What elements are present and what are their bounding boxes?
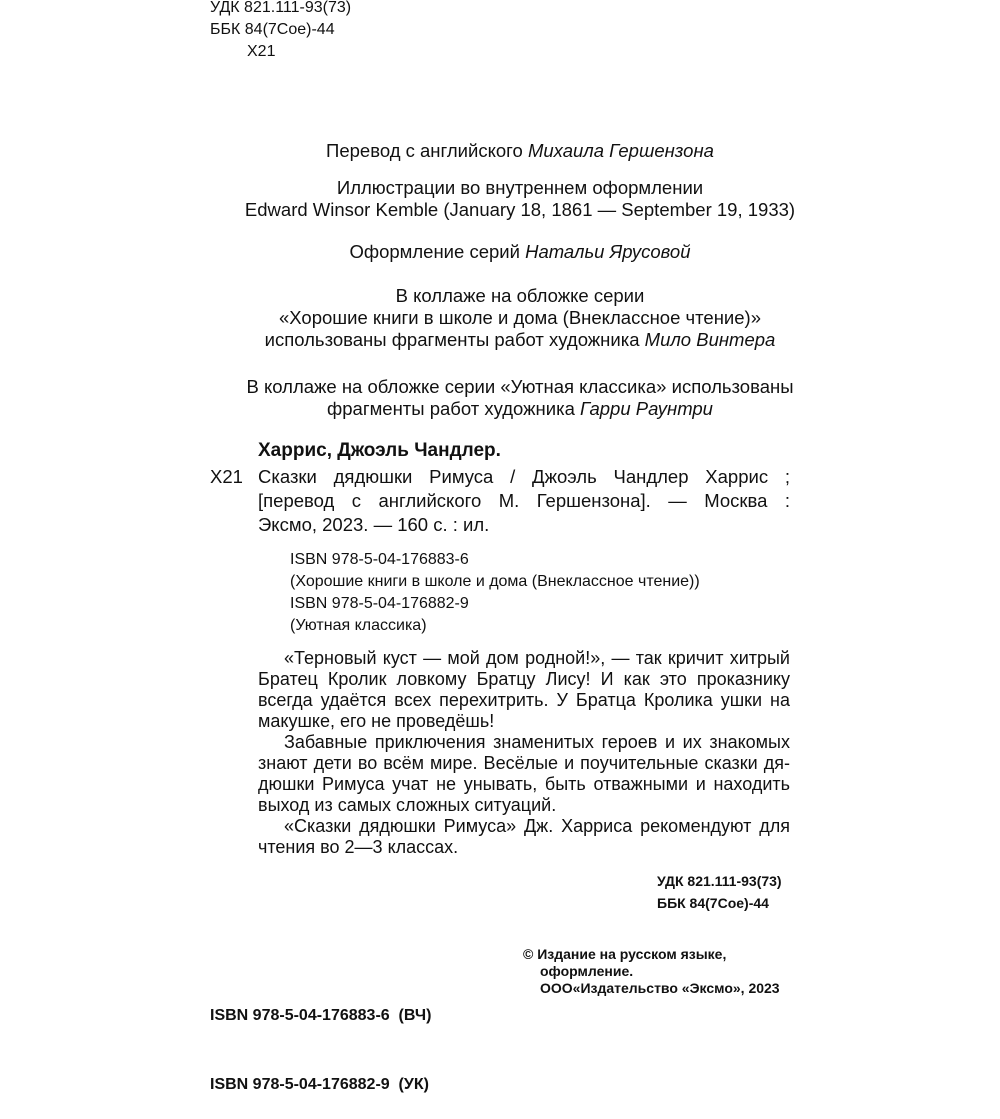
annotation-p3-line2: чтения во 2—3 классах. xyxy=(258,837,459,857)
annotation-p1-line1: «Терновый куст — мой дом родной!», — так кричит хитрый xyxy=(284,648,790,668)
illustrations-line1: Иллюстрации во внутреннем оформлении xyxy=(336,177,704,198)
catalog-isbn-block xyxy=(290,549,700,637)
collage2-credit xyxy=(200,376,840,420)
top-bbk: ББК 84(7Сое)-44 xyxy=(210,21,335,38)
translation-credit xyxy=(200,140,840,162)
copyright-line3: ООО«Издательство «Эксмо», 2023 xyxy=(540,980,780,996)
bottom-udk: УДК 821.111-93(73) xyxy=(657,873,782,889)
catalog-heading: Харрис, Джоэль Чандлер. xyxy=(258,440,501,461)
top-udk: УДК 821.111-93(73) xyxy=(210,0,352,16)
collage2-artist-name: Гарри Раунтри xyxy=(580,398,713,419)
collage1-line3-prefix: использованы фрагменты работ художника xyxy=(264,329,640,350)
collage1-line3 xyxy=(200,329,840,351)
top-author-mark: Х21 xyxy=(247,43,276,60)
collage2-line2 xyxy=(200,398,840,420)
series-design-prefix: Оформление серий xyxy=(349,241,520,262)
isbn-line2: ISBN 978-5-04-176882-9 (УК) xyxy=(210,1076,429,1093)
isbn-line1: ISBN 978-5-04-176883-6 (ВЧ) xyxy=(210,1007,432,1024)
catalog-series2: (Уютная классика) xyxy=(290,617,427,634)
catalog-isbn1: ISBN 978-5-04-176883-6 xyxy=(290,551,469,568)
annotation-p2-line3: дюшки Римуса учат не унывать, быть отважными и находить xyxy=(258,774,790,794)
annotation-p3-line1: «Сказки дядюшки Римуса» Дж. Харриса рекомендуют для xyxy=(284,816,790,836)
bottom-codes xyxy=(600,870,790,914)
catalog-series1: (Хорошие книги в школе и дома (Внеклассное чтение)) xyxy=(290,573,700,590)
illustrations-credit xyxy=(200,177,840,221)
annotation-p1-line4: макушке, его не проведёшь! xyxy=(258,711,495,731)
series-designer-name: Натальи Ярусовой xyxy=(525,241,691,262)
catalog-isbn2: ISBN 978-5-04-176882-9 xyxy=(290,595,469,612)
catalog-line2: [перевод с английского М. Гершензона]. — Москва : xyxy=(258,490,790,511)
annotation-p2-line4: выход из самых сложных ситуаций. xyxy=(258,795,557,815)
catalog-line3: Эксмо, 2023. — 160 с. : ил. xyxy=(258,514,490,535)
collage1-artist-name: Мило Винтера xyxy=(644,329,776,350)
series-design-credit xyxy=(200,241,840,263)
annotation-p2-line1: Забавные приключения знаменитых героев и их знакомых xyxy=(284,732,790,752)
collage1-credit xyxy=(200,285,840,351)
collage2-line1: В коллаже на обложке серии «Уютная классика» использованы xyxy=(246,376,794,397)
annotation-p1-line3: всегда удаётся всех перехитрить. У Братца Кролика ушки на xyxy=(258,690,790,710)
catalog-line1: Сказки дядюшки Римуса / Джоэль Чандлер Харрис ; xyxy=(258,466,790,487)
collage1-line1: В коллаже на обложке серии xyxy=(395,285,645,306)
annotation-p2-line2: знают дети во всём мире. Весёлые и поучительные сказки дя- xyxy=(258,753,790,773)
translator-name: Михаила Гершензона xyxy=(527,140,714,161)
bottom-bbk: ББК 84(7Сое)-44 xyxy=(657,895,769,911)
copyright-line2: оформление. xyxy=(540,963,634,979)
translation-prefix: Перевод с английского xyxy=(326,140,523,161)
copyright-line1: © Издание на русском языке, xyxy=(523,946,727,962)
isbn-list xyxy=(210,958,431,1119)
annotation-p1-line2: Братец Кролик ловкому Братцу Лису! И как это проказнику xyxy=(258,669,790,689)
catalog-mark: Х21 xyxy=(210,466,243,487)
illustrations-line2: Edward Winsor Kemble (January 18, 1861 — September 19, 1933) xyxy=(244,199,796,220)
collage1-line2: «Хорошие книги в школе и дома (Внеклассное чтение)» xyxy=(279,307,761,328)
annotation xyxy=(258,648,790,858)
copyright xyxy=(523,946,780,997)
collage2-line2-prefix: фрагменты работ художника xyxy=(327,398,575,419)
